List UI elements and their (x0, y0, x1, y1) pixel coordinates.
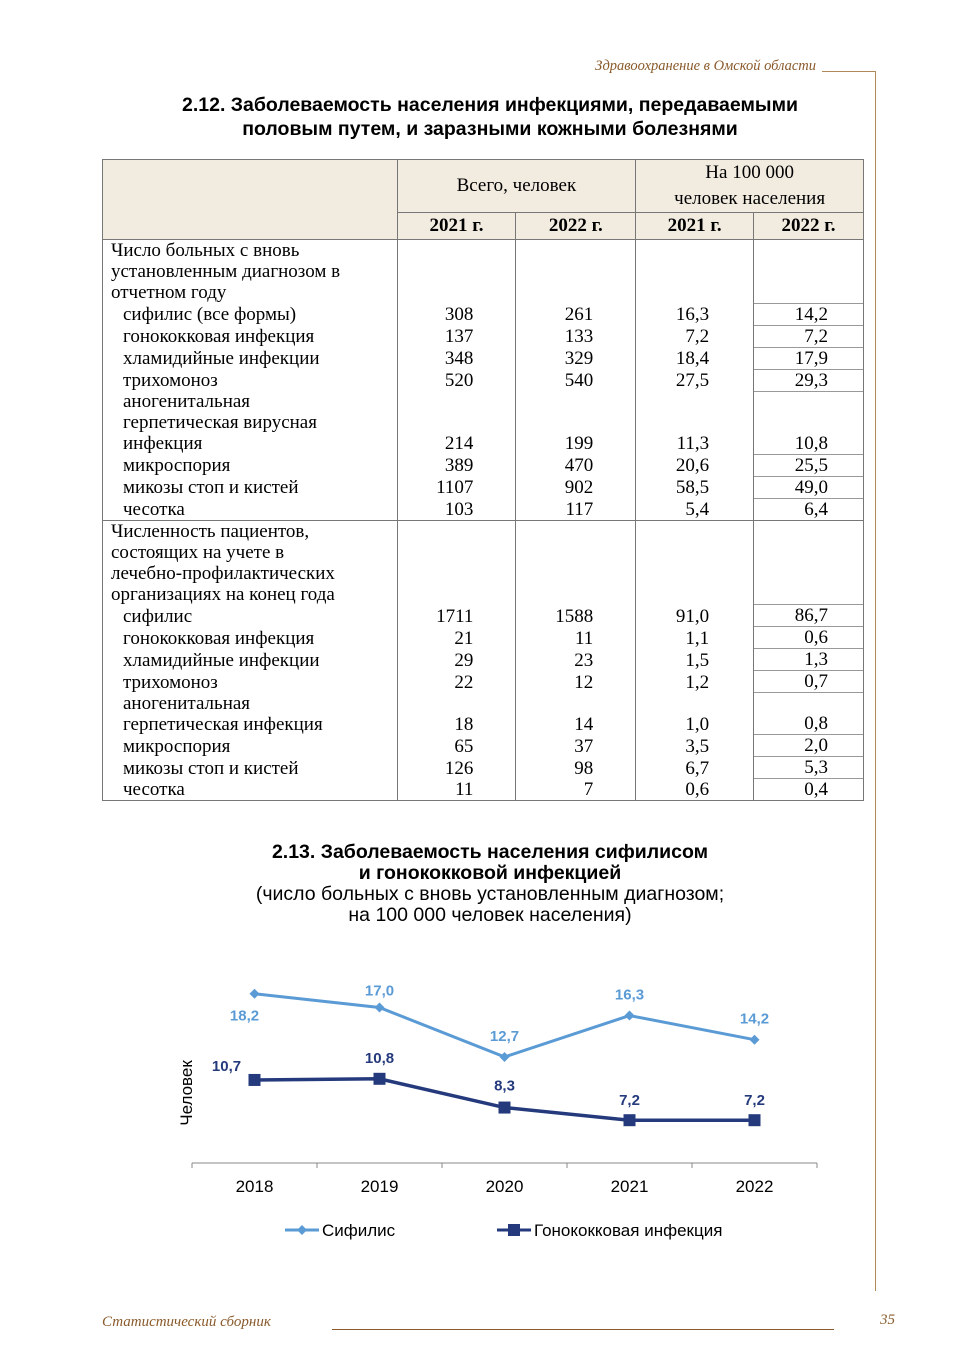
value-cell: 91,0 (636, 605, 754, 627)
row-label (103, 347, 398, 369)
value-cell: 1,2 (636, 671, 754, 693)
chart-subtitle-line2: на 100 000 человек населения) (348, 904, 632, 926)
table-title-line2: половым путем, и заразными кожными болезнями (242, 118, 738, 140)
row-label-line: герпетическая инфекция (123, 713, 323, 735)
section-heading-line: состоящих на учете в (111, 541, 285, 563)
data-label: 10,7 (211, 1057, 242, 1075)
row-label-line: сифилис (все формы) (123, 304, 297, 325)
x-tick-label: 2018 (235, 1177, 274, 1196)
table-row (103, 757, 864, 779)
data-point-square (249, 1074, 261, 1086)
data-label: 8,3 (494, 1077, 515, 1095)
data-point-square (499, 1102, 511, 1114)
table-row (103, 369, 864, 391)
value-cell: 0,8 (754, 693, 864, 735)
row-label-line: микозы стоп и кистей (123, 477, 299, 498)
row-label (103, 498, 398, 520)
row-label (103, 369, 398, 391)
legend-label: Сифилис (322, 1221, 396, 1240)
value-cell: 2,0 (754, 735, 864, 757)
table-row (103, 476, 864, 498)
value-cell: 12 (516, 671, 636, 693)
line-chart (170, 950, 850, 1260)
empty-cell (636, 520, 754, 605)
value-cell: 329 (516, 347, 636, 369)
table-row (103, 347, 864, 369)
value-cell: 389 (397, 454, 516, 476)
table-row (103, 303, 864, 325)
x-tick-label: 2021 (610, 1177, 649, 1196)
row-label (103, 605, 398, 627)
row-label (103, 693, 398, 735)
section-heading-line: Число больных с вновь (111, 240, 300, 261)
value-cell: 18 (397, 693, 516, 735)
empty-cell (754, 520, 864, 605)
value-cell: 1,5 (636, 649, 754, 671)
section-heading-row (103, 520, 864, 605)
year-header: 2021 г. (397, 213, 516, 240)
value-cell: 214 (397, 391, 516, 454)
section-heading-line: Численность пациентов, (111, 520, 310, 542)
value-cell: 348 (397, 347, 516, 369)
value-cell: 0,6 (636, 779, 754, 801)
value-cell: 133 (516, 325, 636, 347)
table-title (100, 93, 880, 141)
morbidity-table (102, 159, 864, 801)
row-label-line: инфекция (123, 433, 203, 454)
table-row (103, 454, 864, 476)
value-cell: 58,5 (636, 476, 754, 498)
value-cell: 902 (516, 476, 636, 498)
row-label-line: гонококковая инфекция (123, 627, 315, 649)
row-label-line: хламидийные инфекции (123, 348, 320, 369)
chart-title-line1: 2.13. Заболеваемость населения сифилисом (271, 841, 709, 863)
value-cell: 20,6 (636, 454, 754, 476)
row-label (103, 454, 398, 476)
row-label (103, 303, 398, 325)
value-cell: 11 (397, 779, 516, 801)
section-heading-line: лечебно-профилактических (111, 562, 335, 584)
chart-title (140, 842, 840, 926)
value-cell: 308 (397, 303, 516, 325)
value-cell: 29 (397, 649, 516, 671)
row-label (103, 735, 398, 757)
chart-title-line2: и гонококковой инфекцией (358, 862, 622, 884)
data-point-diamond (500, 1052, 510, 1062)
value-cell: 22 (397, 671, 516, 693)
corner-header-cell (103, 160, 398, 240)
footer-publication-title: Статистический сборник (102, 1314, 271, 1330)
y-axis-label: Человек (177, 1060, 196, 1126)
value-cell: 1,1 (636, 627, 754, 649)
year-header: 2022 г. (516, 213, 636, 240)
empty-cell (516, 520, 636, 605)
value-cell: 11 (516, 627, 636, 649)
value-cell: 137 (397, 325, 516, 347)
value-cell: 86,7 (754, 605, 864, 627)
value-cell: 27,5 (636, 369, 754, 391)
row-label-line: аногенитальная (123, 391, 251, 412)
table-body (103, 240, 864, 801)
page-frame-right-rule (875, 71, 876, 1291)
data-label: 14,2 (739, 1010, 770, 1028)
row-label-line: трихомоноз (123, 671, 218, 693)
value-cell: 98 (516, 757, 636, 779)
row-label-line: чесотка (123, 779, 185, 800)
section-heading-line: отчетном году (111, 282, 227, 303)
value-cell: 65 (397, 735, 516, 757)
group-header-total: Всего, человек (397, 160, 636, 213)
table-row (103, 735, 864, 757)
data-label: 17,0 (364, 982, 395, 1000)
row-label-line: аногенитальная (123, 692, 251, 714)
footer-rule (332, 1329, 834, 1330)
value-cell: 14 (516, 693, 636, 735)
data-label: 7,2 (744, 1092, 765, 1110)
year-header: 2021 г. (636, 213, 754, 240)
value-cell: 1,3 (754, 649, 864, 671)
row-label-line: трихомоноз (123, 370, 218, 391)
value-cell: 199 (516, 391, 636, 454)
value-cell: 21 (397, 627, 516, 649)
value-cell: 0,4 (754, 779, 864, 801)
value-cell: 1588 (516, 605, 636, 627)
data-point-diamond (750, 1035, 760, 1045)
empty-cell (397, 240, 516, 304)
row-label (103, 757, 398, 779)
value-cell: 17,9 (754, 347, 864, 369)
row-label-line: гонококковая инфекция (123, 326, 315, 347)
running-head: Здравоохранение в Омской области (595, 58, 816, 74)
value-cell: 14,2 (754, 303, 864, 325)
row-label (103, 779, 398, 801)
legend-label: Гонококковая инфекция (534, 1221, 723, 1240)
section-heading-line: установленным диагнозом в (111, 261, 341, 282)
data-label: 16,3 (614, 986, 645, 1004)
table-row (103, 779, 864, 801)
value-cell: 11,3 (636, 391, 754, 454)
row-label-line: микроспория (123, 455, 231, 476)
value-cell: 7,2 (754, 325, 864, 347)
table-row (103, 391, 864, 454)
value-cell: 0,7 (754, 671, 864, 693)
empty-cell (754, 240, 864, 304)
data-point-square (374, 1073, 386, 1085)
data-point-diamond (250, 989, 260, 999)
value-cell: 29,3 (754, 369, 864, 391)
year-header: 2022 г. (754, 213, 864, 240)
x-tick-label: 2019 (360, 1177, 399, 1196)
value-cell: 5,4 (636, 498, 754, 520)
empty-cell (397, 520, 516, 605)
value-cell: 6,7 (636, 757, 754, 779)
row-label (103, 671, 398, 693)
series-line-syphilis (255, 994, 755, 1057)
row-label-line: сифилис (123, 605, 193, 627)
data-point-diamond (625, 1011, 635, 1021)
table-title-line1: 2.12. Заболеваемость населения инфекциями, передаваемыми (182, 94, 798, 116)
table-row (103, 693, 864, 735)
value-cell: 261 (516, 303, 636, 325)
data-point-square (624, 1114, 636, 1126)
row-label-line: чесотка (123, 498, 185, 520)
group-header-per100k: На 100 000 человек населения (636, 160, 864, 213)
legend-marker-diamond (297, 1225, 307, 1235)
value-cell: 5,3 (754, 757, 864, 779)
value-cell: 0,6 (754, 627, 864, 649)
data-point-diamond (375, 1003, 385, 1013)
row-label (103, 325, 398, 347)
table-row (103, 605, 864, 627)
section-heading-line: организациях на конец года (111, 583, 335, 605)
section-heading-row (103, 240, 864, 304)
table-row (103, 325, 864, 347)
value-cell: 18,4 (636, 347, 754, 369)
section-heading (103, 520, 398, 605)
row-label-line: герпетическая вирусная (123, 412, 317, 433)
section-heading (103, 240, 398, 304)
value-cell: 103 (397, 498, 516, 520)
row-label (103, 476, 398, 498)
row-label-line: хламидийные инфекции (123, 649, 320, 671)
value-cell: 470 (516, 454, 636, 476)
value-cell: 16,3 (636, 303, 754, 325)
table-row (103, 498, 864, 520)
data-label: 10,8 (364, 1049, 395, 1067)
page-frame-top-rule (822, 71, 876, 72)
value-cell: 1,0 (636, 693, 754, 735)
data-point-square (749, 1114, 761, 1126)
value-cell: 25,5 (754, 454, 864, 476)
chart-subtitle-line1: (число больных с вновь установленным диагнозом; (255, 883, 725, 905)
row-label (103, 627, 398, 649)
value-cell: 117 (516, 498, 636, 520)
value-cell: 3,5 (636, 735, 754, 757)
page-number: 35 (880, 1312, 895, 1328)
legend-marker-square (508, 1224, 520, 1236)
value-cell: 7,2 (636, 325, 754, 347)
value-cell: 10,8 (754, 391, 864, 454)
row-label (103, 391, 398, 454)
value-cell: 6,4 (754, 498, 864, 520)
data-label: 12,7 (489, 1027, 520, 1045)
value-cell: 126 (397, 757, 516, 779)
value-cell: 37 (516, 735, 636, 757)
data-label: 18,2 (229, 1007, 260, 1025)
empty-cell (516, 240, 636, 304)
value-cell: 1711 (397, 605, 516, 627)
value-cell: 540 (516, 369, 636, 391)
value-cell: 49,0 (754, 476, 864, 498)
value-cell: 520 (397, 369, 516, 391)
data-label: 7,2 (619, 1092, 640, 1110)
row-label (103, 649, 398, 671)
table-row (103, 649, 864, 671)
value-cell: 1107 (397, 476, 516, 498)
table-row (103, 671, 864, 693)
x-tick-label: 2022 (735, 1177, 774, 1196)
empty-cell (636, 240, 754, 304)
row-label-line: микроспория (123, 735, 231, 757)
row-label-line: микозы стоп и кистей (123, 757, 299, 779)
value-cell: 7 (516, 779, 636, 801)
x-tick-label: 2020 (485, 1177, 524, 1196)
value-cell: 23 (516, 649, 636, 671)
table-row (103, 627, 864, 649)
